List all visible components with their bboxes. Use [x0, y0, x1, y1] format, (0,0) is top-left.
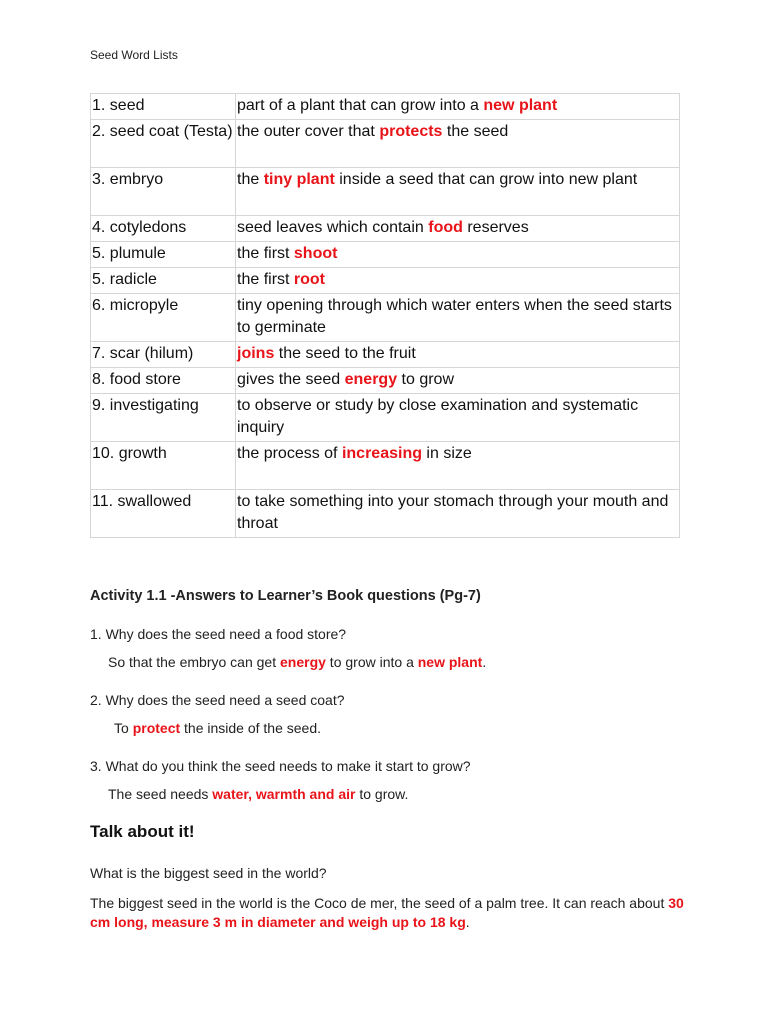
plain-text: the first [237, 245, 294, 262]
definition-cell [236, 216, 680, 242]
plain-text: to grow [397, 371, 455, 388]
term-cell: 5. radicle [91, 268, 236, 294]
plain-text: to observe or study by close examination and systematic inquiry [237, 397, 639, 436]
plain-text: the inside of the seed. [180, 720, 322, 736]
plain-text: part of a plant that can grow into a [237, 97, 484, 114]
highlight-text: tiny plant [263, 171, 335, 188]
talk-answer [90, 894, 690, 932]
table-row [91, 490, 680, 538]
activity-title: Activity 1.1 -Answers to Learner’s Book questions (Pg-7) [90, 588, 481, 604]
plain-text: to grow. [355, 786, 409, 802]
highlight-text: energy [344, 371, 398, 388]
plain-text: the seed [442, 123, 509, 140]
term-cell: 4. cotyledons [91, 216, 236, 242]
plain-text: inside a seed that can grow into new plant [334, 171, 638, 188]
plain-text: the seed to the fruit [274, 345, 416, 362]
highlight-text: food [428, 219, 463, 236]
answer-1 [108, 654, 486, 670]
term-cell: 6. micropyle [91, 294, 236, 342]
question-3: 3. What do you think the seed needs to make it start to grow? [90, 758, 471, 774]
definition-cell [236, 294, 680, 342]
term-cell: 3. embryo [91, 168, 236, 216]
term-cell: 8. food store [91, 368, 236, 394]
highlight-text: root [293, 271, 326, 288]
definition-cell [236, 242, 680, 268]
plain-text: reserves [462, 219, 529, 236]
plain-text: tiny opening through which water enters when the seed starts to germinate [237, 297, 672, 336]
plain-text: seed leaves which contain [237, 219, 429, 236]
table-row [91, 268, 680, 294]
highlight-text: energy [280, 654, 326, 670]
definition-cell [236, 94, 680, 120]
definition-cell [236, 342, 680, 368]
page-header: Seed Word Lists [90, 48, 178, 62]
term-cell: 5. plumule [91, 242, 236, 268]
highlight-text: 30 cm long, measure 3 m in diameter and weigh up to 18 kg [90, 895, 684, 930]
term-cell: 7. scar (hilum) [91, 342, 236, 368]
term-cell: 2. seed coat (Testa) [91, 120, 236, 168]
plain-text: . [482, 654, 487, 670]
definition-cell [236, 120, 680, 168]
highlight-text: new plant [483, 97, 558, 114]
table-row [91, 168, 680, 216]
highlight-text: joins [237, 345, 275, 362]
table-row [91, 368, 680, 394]
table-row [91, 94, 680, 120]
plain-text: To [114, 720, 133, 736]
answer-2 [114, 720, 321, 736]
table-row [91, 342, 680, 368]
highlight-text: protects [379, 123, 443, 140]
definition-cell [236, 268, 680, 294]
plain-text: So that the embryo can get [108, 654, 280, 670]
plain-text: the outer cover that [237, 123, 380, 140]
definition-cell [236, 394, 680, 442]
plain-text: . [465, 914, 470, 930]
question-1: 1. Why does the seed need a food store? [90, 626, 347, 642]
highlight-text: new plant [417, 654, 483, 670]
plain-text: The seed needs [108, 786, 213, 802]
highlight-text: shoot [293, 245, 338, 262]
plain-text: to grow into a [325, 654, 418, 670]
definition-cell [236, 368, 680, 394]
table-row [91, 120, 680, 168]
highlight-text: water, warmth and air [212, 786, 356, 802]
talk-question: What is the biggest seed in the world? [90, 865, 327, 881]
table-row [91, 242, 680, 268]
term-cell: 10. growth [91, 442, 236, 490]
answer-3 [108, 786, 408, 802]
highlight-text: increasing [341, 445, 422, 462]
definition-cell [236, 442, 680, 490]
plain-text: in size [421, 445, 472, 462]
plain-text: gives the seed [237, 371, 345, 388]
term-cell: 1. seed [91, 94, 236, 120]
plain-text: The biggest seed in the world is the Coco de mer, the seed of a palm tree. It can reach about [90, 895, 669, 911]
table-row [91, 442, 680, 490]
question-2: 2. Why does the seed need a seed coat? [90, 692, 345, 708]
definition-cell [236, 490, 680, 538]
term-cell: 11. swallowed [91, 490, 236, 538]
definition-cell [236, 168, 680, 216]
table-row [91, 394, 680, 442]
plain-text: to take something into your stomach through your mouth and throat [237, 493, 669, 532]
talk-heading: Talk about it! [90, 822, 195, 841]
table-row [91, 294, 680, 342]
highlight-text: protect [132, 720, 181, 736]
table-row [91, 216, 680, 242]
seed-word-table [90, 93, 680, 538]
term-cell: 9. investigating [91, 394, 236, 442]
plain-text: the [237, 171, 264, 188]
plain-text: the process of [237, 445, 342, 462]
plain-text: the first [237, 271, 294, 288]
